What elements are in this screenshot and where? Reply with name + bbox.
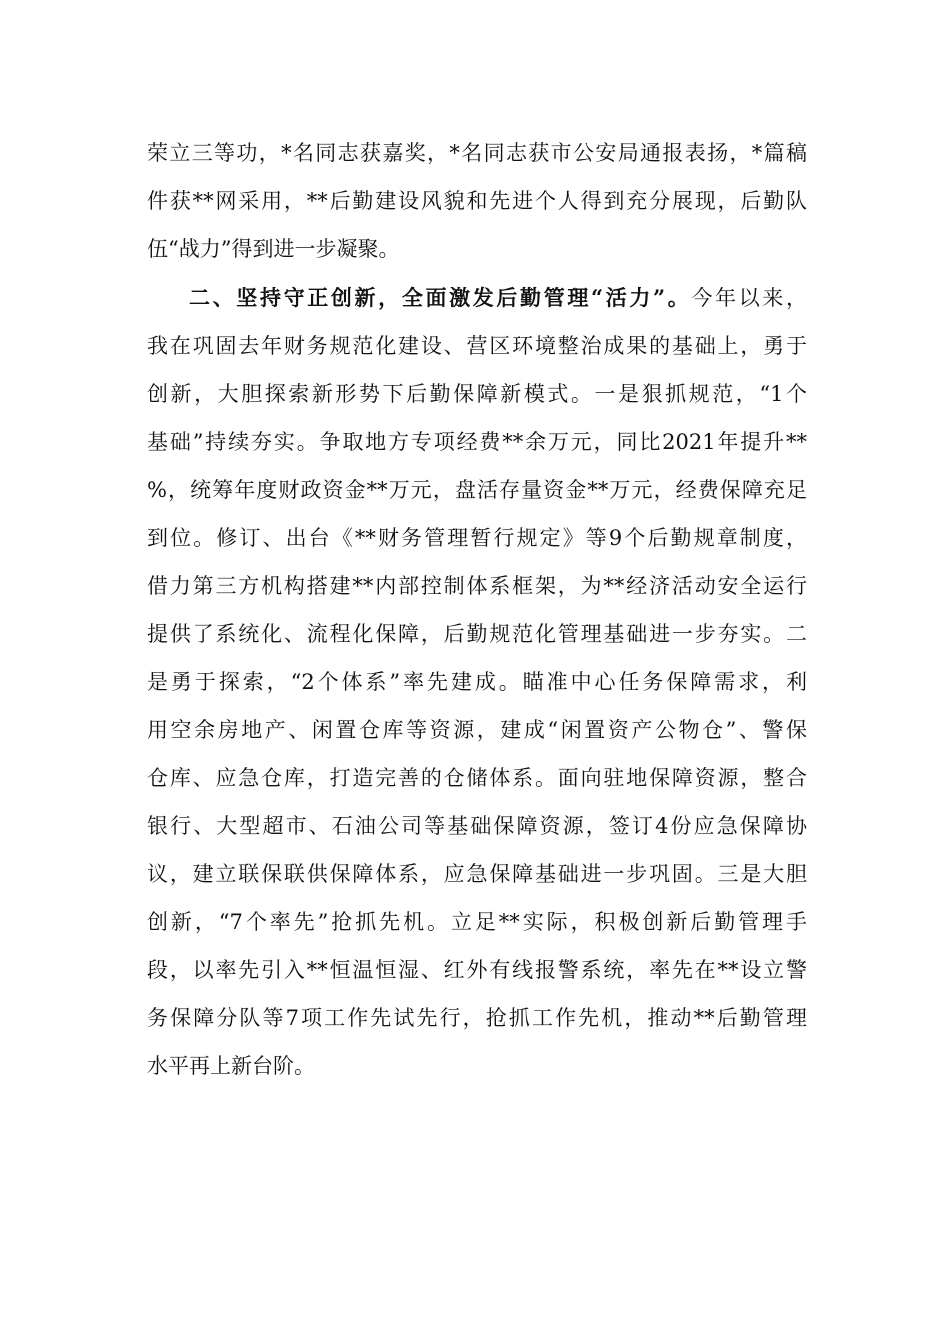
paragraph-2-line-17: 水平再上新台阶。 [147, 1054, 315, 1078]
paragraph-2-line-11: 仓库、应急仓库，打造完善的仓储体系。面向驻地保障资源，整合 [147, 766, 807, 790]
paragraph-2-line-8: 提供了系统化、流程化保障，后勤规范化管理基础进一步夯实。二 [147, 622, 807, 646]
paragraph-2-line-13: 议，建立联保联供保障体系，应急保障基础进一步巩固。三是大胆 [147, 862, 807, 886]
section-heading: 二、坚持守正创新，全面激发后勤管理“活力”。 [189, 285, 692, 310]
paragraph-2-line-5: %，统筹年度财政资金**万元，盘活存量资金**万元，经费保障充足 [147, 478, 807, 502]
paragraph-1-line-2: 件获**网采用，**后勤建设风貌和先进个人得到充分展现，后勤队 [147, 189, 807, 213]
paragraph-2-line-10: 用空余房地产、闲置仓库等资源，建成“闲置资产公物仓”、警保 [147, 718, 807, 742]
paragraph-2-line-9: 是勇于探索，“2个体系”率先建成。瞄准中心任务保障需求，利 [147, 670, 807, 694]
paragraph-2-line-1 [189, 283, 807, 313]
paragraph-2-line-14: 创新，“7个率先”抢抓先机。立足**实际，积极创新后勤管理手 [147, 910, 807, 934]
paragraph-2-line-12: 银行、大型超市、石油公司等基础保障资源，签订4份应急保障协 [147, 814, 807, 838]
paragraph-1-line-3: 伍“战力”得到进一步凝聚。 [147, 237, 400, 261]
paragraph-1-line-1: 荣立三等功，*名同志获嘉奖，*名同志获市公安局通报表扬，*篇稿 [147, 141, 807, 165]
paragraph-2-line-7: 借力第三方机构搭建**内部控制体系框架，为**经济活动安全运行 [147, 574, 807, 598]
section-heading-continuation: 今年以来， [691, 286, 807, 310]
paragraph-2-line-2: 我在巩固去年财务规范化建设、营区环境整治成果的基础上，勇于 [147, 334, 807, 358]
paragraph-2-line-16: 务保障分队等7项工作先试先行，抢抓工作先机，推动**后勤管理 [147, 1006, 807, 1030]
paragraph-2-line-6: 到位。修订、出台《**财务管理暂行规定》等9个后勤规章制度， [147, 526, 807, 550]
paragraph-2-line-3: 创新，大胆探索新形势下后勤保障新模式。一是狠抓规范，“1个 [147, 382, 807, 406]
paragraph-2-line-4: 基础”持续夯实。争取地方专项经费**余万元，同比2021年提升** [147, 430, 807, 454]
paragraph-2-line-15: 段，以率先引入**恒温恒湿、红外有线报警系统，率先在**设立警 [147, 958, 807, 982]
